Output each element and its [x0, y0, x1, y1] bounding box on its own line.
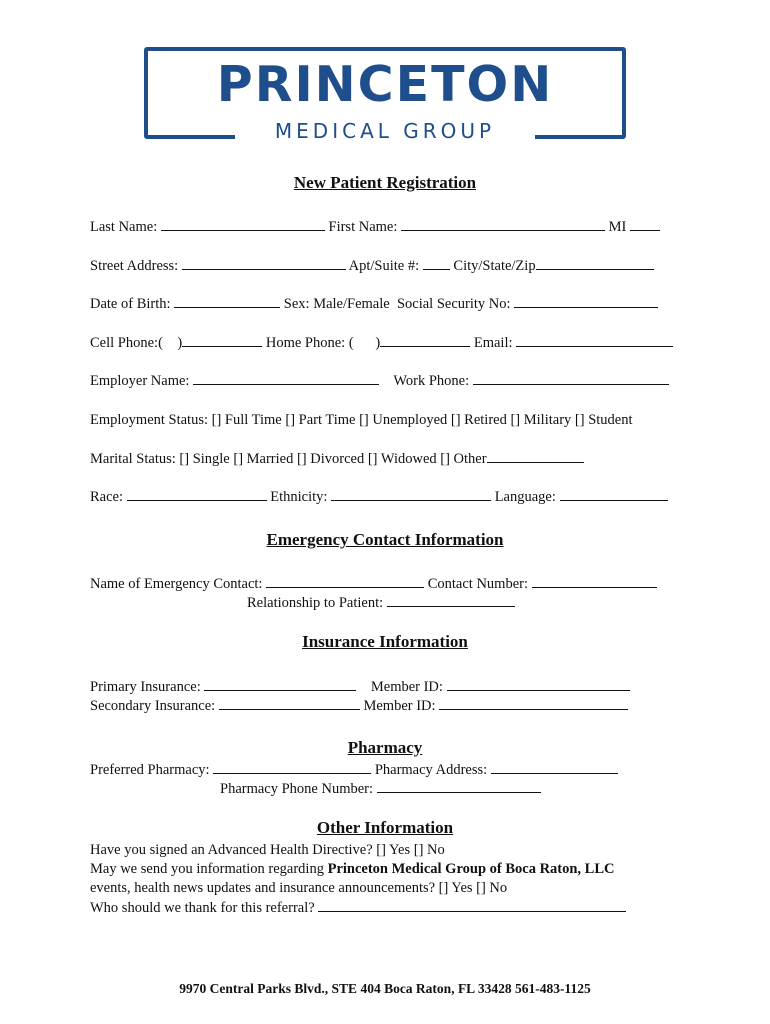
relationship-row: [247, 594, 515, 612]
work-phone-field[interactable]: [473, 372, 669, 385]
registration-heading: New Patient Registration: [293, 173, 477, 192]
marital-row: [90, 450, 584, 468]
logo-name: PRINCETON: [216, 56, 554, 113]
last-name-label: Last Name:: [90, 219, 158, 235]
relationship-field[interactable]: [387, 594, 515, 607]
apt-label: Apt/Suite #:: [348, 258, 420, 274]
member-id-label-1: Member ID:: [370, 679, 443, 695]
secondary-insurance-label: Secondary Insurance:: [90, 698, 216, 714]
logo-subtitle: MEDICAL GROUP: [235, 119, 535, 143]
primary-insurance-row: [90, 678, 630, 696]
marital-other-field[interactable]: [487, 450, 584, 463]
phone-row: [90, 334, 673, 352]
first-name-label: First Name:: [328, 219, 398, 235]
pharmacy-address-field[interactable]: [491, 761, 618, 774]
sex-label[interactable]: Sex: Male/Female: [283, 296, 390, 312]
member-id-field-2[interactable]: [439, 697, 628, 710]
pharmacy-phone-field[interactable]: [377, 780, 541, 793]
directive-question[interactable]: Have you signed an Advanced Health Directive? [] Yes [] No: [90, 842, 445, 858]
contact-number-field[interactable]: [532, 575, 657, 588]
city-field[interactable]: [536, 257, 654, 270]
secondary-insurance-field[interactable]: [219, 697, 360, 710]
language-field[interactable]: [560, 488, 668, 501]
pharmacy-phone-label: Pharmacy Phone Number:: [220, 781, 374, 797]
employment-status[interactable]: Employment Status: [] Full Time [] Part Time [] Unemployed [] Retired [] Military [] Student: [90, 412, 633, 428]
contact-number-label: Contact Number:: [427, 576, 528, 592]
send-info-row: [90, 860, 615, 878]
emergency-name-field[interactable]: [266, 575, 424, 588]
mi-label: MI: [608, 219, 627, 235]
work-phone-label: Work Phone:: [393, 373, 470, 389]
dob-row: [90, 295, 658, 313]
employer-label: Employer Name:: [90, 373, 190, 389]
relationship-label: Relationship to Patient:: [247, 595, 384, 611]
preferred-pharmacy-field[interactable]: [213, 761, 371, 774]
footer-address: 9970 Central Parks Blvd., STE 404 Boca Raton, FL 33428 561-483-1125: [179, 981, 591, 996]
language-label: Language:: [494, 489, 556, 505]
member-id-label-2: Member ID:: [363, 698, 436, 714]
mi-field[interactable]: [630, 218, 660, 231]
referral-field[interactable]: [318, 899, 626, 912]
send-info-prefix: May we send you information regarding: [90, 861, 328, 877]
employer-row: [90, 372, 669, 390]
street-label: Street Address:: [90, 258, 179, 274]
referral-label: Who should we thank for this referral?: [90, 900, 315, 916]
pharmacy-row: [90, 761, 618, 779]
last-name-row: [90, 218, 660, 236]
apt-field[interactable]: [423, 257, 450, 270]
home-field[interactable]: [380, 334, 470, 347]
preferred-pharmacy-label: Preferred Pharmacy:: [90, 762, 210, 778]
other-heading: Other Information: [316, 818, 454, 837]
emergency-name-label: Name of Emergency Contact:: [90, 576, 263, 592]
primary-insurance-field[interactable]: [204, 678, 356, 691]
street-field[interactable]: [182, 257, 346, 270]
member-id-field-1[interactable]: [447, 678, 630, 691]
first-name-field[interactable]: [401, 218, 605, 231]
pharmacy-phone-row: [220, 780, 541, 798]
email-label: Email:: [473, 335, 513, 351]
primary-insurance-label: Primary Insurance:: [90, 679, 201, 695]
dob-label: Date of Birth:: [90, 296, 171, 312]
ethnicity-label: Ethnicity:: [270, 489, 328, 505]
employer-field[interactable]: [193, 372, 379, 385]
logo: [144, 47, 626, 143]
email-field[interactable]: [516, 334, 673, 347]
cell-label: Cell Phone:( ): [90, 335, 183, 351]
race-field[interactable]: [127, 488, 267, 501]
referral-row: [90, 899, 626, 917]
secondary-insurance-row: [90, 697, 628, 715]
emergency-heading: Emergency Contact Information: [266, 530, 504, 549]
ssn-label: Social Security No:: [396, 296, 511, 312]
marital-status[interactable]: Marital Status: [] Single [] Married [] Divorced [] Widowed [] Other: [90, 451, 487, 467]
pharmacy-address-label: Pharmacy Address:: [374, 762, 488, 778]
events-question[interactable]: events, health news updates and insurance announcements? [] Yes [] No: [90, 880, 508, 896]
city-label: City/State/Zip: [453, 258, 536, 274]
ssn-field[interactable]: [514, 295, 658, 308]
cell-field[interactable]: [182, 334, 262, 347]
emergency-row: [90, 575, 657, 593]
last-name-field[interactable]: [161, 218, 325, 231]
home-label: Home Phone: ( ): [265, 335, 381, 351]
insurance-heading: Insurance Information: [302, 632, 468, 651]
race-row: [90, 488, 668, 506]
ethnicity-field[interactable]: [331, 488, 491, 501]
dob-field[interactable]: [174, 295, 280, 308]
pharmacy-heading: Pharmacy: [347, 738, 423, 757]
race-label: Race:: [90, 489, 124, 505]
address-row: [90, 257, 654, 275]
organization-name: Princeton Medical Group of Boca Raton, LLC: [327, 861, 615, 877]
